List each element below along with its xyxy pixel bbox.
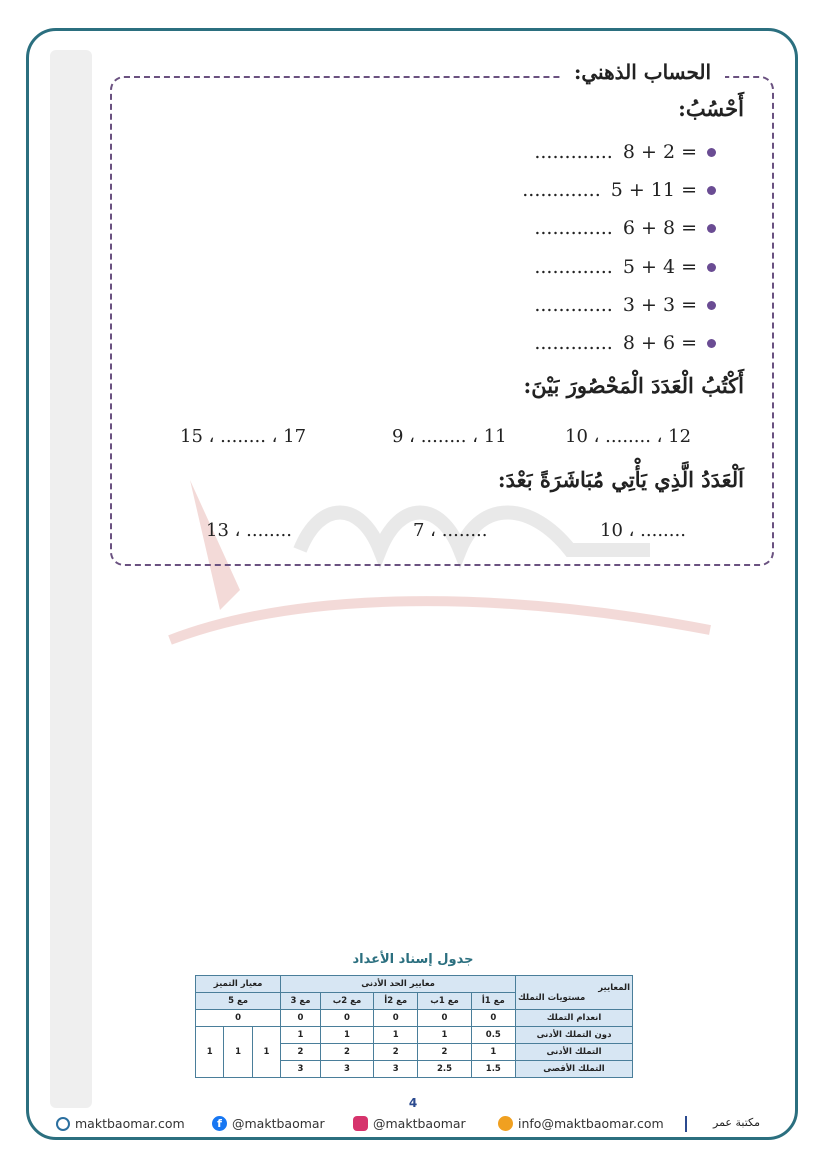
cell: 2 (320, 1044, 373, 1061)
facebook-link[interactable]: @maktbaomar (232, 1116, 325, 1131)
cell: 1 (320, 1027, 373, 1044)
row-label: انعدام التملك (516, 1010, 633, 1027)
after-item[interactable]: 10 ، ........ (600, 520, 686, 541)
footer-logo: مكتبة عمر (713, 1116, 760, 1129)
side-strip (50, 50, 92, 1108)
footer-instagram[interactable] (353, 1116, 466, 1131)
col-header: مع 3 (281, 993, 321, 1010)
criteria-corner (516, 976, 633, 1010)
row-label: التملك الأدنى (516, 1044, 633, 1061)
equation-row (534, 331, 716, 355)
excellence-header: معيار التميز (196, 976, 281, 993)
cell: 0 (471, 1010, 515, 1027)
after-item[interactable]: 13 ، ........ (206, 520, 292, 541)
cell: 1 (471, 1044, 515, 1061)
grading-table (195, 975, 633, 1078)
cell: 0 (320, 1010, 373, 1027)
cell: 1.5 (471, 1061, 515, 1078)
equation-expr: = 8 + 6 (622, 217, 697, 239)
cell: 1 (252, 1027, 280, 1078)
between-item[interactable]: 10 ، ........ ، 12 (565, 426, 692, 447)
levels-label: مستويات التملك (518, 992, 586, 1003)
bullet-icon (707, 339, 716, 348)
equation-row (522, 178, 716, 202)
col-header: مع 1ب (418, 993, 471, 1010)
cell: 0 (418, 1010, 471, 1027)
equation-expr: = 3 + 3 (622, 294, 697, 316)
cell: 2 (418, 1044, 471, 1061)
after-heading: اَلْعَدَدُ الَّذِي يَأْتِي مُبَاشَرَةً بَعْدَ: (497, 467, 744, 492)
instagram-link[interactable]: @maktbaomar (373, 1116, 466, 1131)
answer-blank[interactable]: ............. (534, 294, 613, 316)
col-header: مع 2أ (374, 993, 418, 1010)
page-number: 4 (408, 1096, 418, 1110)
col-header: مع 1أ (471, 993, 515, 1010)
min-criteria-header: معايير الحد الأدنى (281, 976, 516, 993)
facebook-icon: f (212, 1116, 227, 1131)
after-item[interactable]: 7 ، ........ (413, 520, 488, 541)
answer-blank[interactable]: ............. (534, 217, 613, 239)
cell: 2.5 (418, 1061, 471, 1078)
cell: 2 (281, 1044, 321, 1061)
between-item[interactable]: 15 ، ........ ، 17 (180, 426, 307, 447)
bullet-icon (707, 148, 716, 157)
cell: 1 (281, 1027, 321, 1044)
cell: 1 (196, 1027, 224, 1078)
cell: 2 (374, 1044, 418, 1061)
instagram-icon (353, 1116, 368, 1131)
cell: 1 (374, 1027, 418, 1044)
compute-heading: أَحْسُبُ: (678, 96, 744, 121)
cell: 0 (374, 1010, 418, 1027)
equation-expr: = 2 + 8 (622, 141, 697, 163)
between-item[interactable]: 9 ، ........ ، 11 (392, 426, 507, 447)
bullet-icon (707, 186, 716, 195)
footer-email[interactable] (498, 1116, 664, 1131)
website-link[interactable]: maktbaomar.com (75, 1116, 185, 1131)
answer-blank[interactable]: ............. (534, 332, 613, 354)
cell: 3 (281, 1061, 321, 1078)
cell: 1 (418, 1027, 471, 1044)
cell: 3 (320, 1061, 373, 1078)
table-row (196, 1010, 633, 1027)
bullet-icon (707, 301, 716, 310)
footer-divider (685, 1116, 687, 1132)
cell: 0 (196, 1010, 281, 1027)
email-link[interactable]: info@maktbaomar.com (518, 1116, 664, 1131)
bullet-icon (707, 263, 716, 272)
equation-row (534, 216, 716, 240)
answer-blank[interactable]: ............. (534, 256, 613, 278)
footer-facebook[interactable] (212, 1116, 325, 1131)
cell: 0.5 (471, 1027, 515, 1044)
row-label: التملك الأقصى (516, 1061, 633, 1078)
equation-expr: = 4 + 5 (622, 256, 697, 278)
footer-website[interactable] (56, 1116, 185, 1131)
between-heading: أَكْتُبُ الْعَدَدَ الْمَحْصُورَ بَيْنَ: (523, 373, 744, 398)
answer-blank[interactable]: ............. (522, 179, 601, 201)
equation-row (534, 255, 716, 279)
table-title: جدول إسناد الأعداد (352, 952, 474, 967)
equation-expr: = 6 + 8 (622, 332, 697, 354)
col-header: مع 2ب (320, 993, 373, 1010)
bullet-icon (707, 224, 716, 233)
criteria-label: المعايير (598, 982, 630, 993)
email-icon (498, 1116, 513, 1131)
cell: 3 (374, 1061, 418, 1078)
answer-blank[interactable]: ............. (534, 141, 613, 163)
section-title: الحساب الذهني: (560, 60, 725, 84)
cell: 0 (281, 1010, 321, 1027)
table-row (196, 1027, 633, 1044)
cell: 1 (224, 1027, 252, 1078)
row-label: دون التملك الأدنى (516, 1027, 633, 1044)
col-header: مع 5 (196, 993, 281, 1010)
equation-row (534, 293, 716, 317)
equation-expr: = 11 + 5 (610, 179, 697, 201)
globe-icon (56, 1117, 70, 1131)
equation-row (534, 140, 716, 164)
